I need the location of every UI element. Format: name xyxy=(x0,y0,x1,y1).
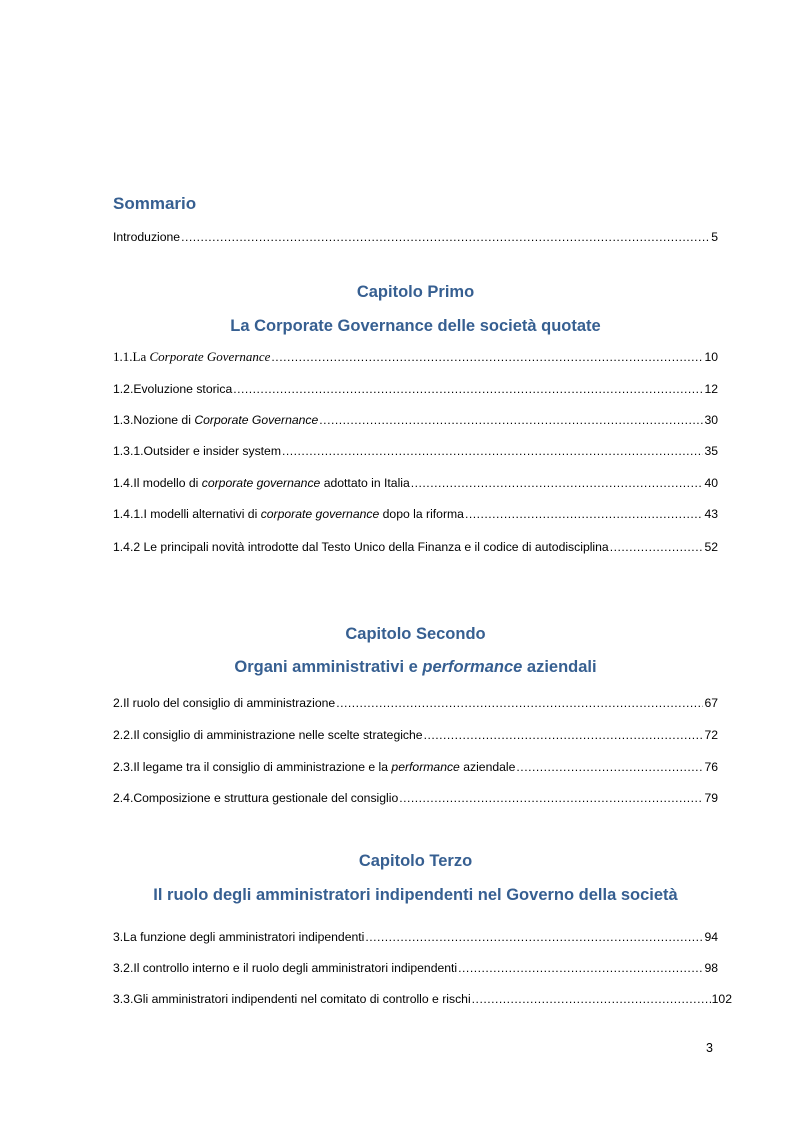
toc-leader xyxy=(516,758,703,776)
toc-page-number: 40 xyxy=(704,476,718,490)
toc-page-number: 43 xyxy=(704,507,718,521)
chapter1-label: Capitolo Primo xyxy=(356,283,475,301)
toc-page-number: 10 xyxy=(704,350,718,364)
toc-label-em: corporate governance xyxy=(260,507,380,521)
toc-entry-2-4[interactable] xyxy=(113,789,718,807)
toc-leader xyxy=(336,694,703,712)
toc-label: 2.4.Composizione e struttura gestionale del consiglio xyxy=(113,791,399,805)
toc-label-after: adottato in Italia xyxy=(320,476,410,490)
toc-page-number: 94 xyxy=(704,930,718,944)
toc-page-number: 76 xyxy=(704,760,718,774)
toc-page-number: 30 xyxy=(704,413,718,427)
toc-page-number: 12 xyxy=(704,382,718,396)
toc-entry-1-2[interactable] xyxy=(113,380,718,398)
toc-label xyxy=(113,505,464,523)
toc-leader xyxy=(458,959,703,977)
toc-leader xyxy=(472,990,711,1008)
toc-leader xyxy=(610,538,704,556)
chapter2-label: Capitolo Secondo xyxy=(345,625,486,643)
chapter2-title-em: performance xyxy=(422,658,523,676)
toc-label-em: corporate governance xyxy=(201,476,321,490)
toc-entry-3-1[interactable] xyxy=(113,928,718,946)
toc-entry-3-2[interactable] xyxy=(113,959,718,977)
toc-leader xyxy=(411,474,704,492)
toc-label-number: 1.3.Nozione di xyxy=(113,413,195,427)
toc-label xyxy=(113,411,318,429)
chapter2-title-pre: Organi amministrativi e xyxy=(234,658,423,676)
toc-label: 2.2.Il consiglio di amministrazione nelle scelte strategiche xyxy=(113,728,423,742)
toc-entry-1-1[interactable] xyxy=(113,348,718,366)
toc-leader xyxy=(399,789,703,807)
toc-page-number: 35 xyxy=(704,444,718,458)
chapter3-title: Il ruolo degli amministratori indipendenti nel Governo della società xyxy=(153,886,678,904)
summary-title: Sommario xyxy=(113,194,197,213)
toc-label-em: Corporate Governance xyxy=(194,413,319,427)
toc-leader xyxy=(233,380,703,398)
toc-label-number: 2.3.Il legame tra il consiglio di amministrazione e la xyxy=(113,760,392,774)
toc-leader xyxy=(282,442,703,460)
toc-label: 1.2.Evoluzione storica xyxy=(113,382,233,396)
toc-entry-1-4[interactable] xyxy=(113,474,718,492)
toc-leader xyxy=(365,928,703,946)
toc-entry-1-4-2[interactable] xyxy=(113,538,718,556)
toc-label: Introduzione xyxy=(113,230,181,244)
toc-label-em: Corporate Governance xyxy=(149,349,271,364)
toc-label-number: 1.1.La xyxy=(113,349,150,364)
toc-entry-1-3-1[interactable] xyxy=(113,442,718,460)
toc-label: 3.3.Gli amministratori indipendenti nel comitato di controllo e rischi xyxy=(113,992,471,1006)
toc-label xyxy=(113,348,270,366)
toc-label-number: 1.4.Il modello di xyxy=(113,476,202,490)
chapter1-title: La Corporate Governance delle società quotate xyxy=(230,317,601,335)
toc-label: 3.La funzione degli amministratori indipendenti xyxy=(113,930,365,944)
toc-page-number: 72 xyxy=(704,728,718,742)
toc-label xyxy=(113,758,515,776)
toc-page-number: 52 xyxy=(704,540,718,554)
toc-label-after: aziendale xyxy=(459,760,516,774)
toc-entry-2-1[interactable] xyxy=(113,694,718,712)
toc-entry-1-3[interactable] xyxy=(113,411,718,429)
toc-label: 1.3.1.Outsider e insider system xyxy=(113,444,281,458)
toc-label-after: dopo la riforma xyxy=(379,507,464,521)
toc-label-em: performance xyxy=(391,760,460,774)
toc-leader xyxy=(424,726,704,744)
toc-label: 3.2.Il controllo interno e il ruolo degli amministratori indipendenti xyxy=(113,961,458,975)
page-number: 3 xyxy=(706,1041,713,1055)
toc-entry-2-3[interactable] xyxy=(113,758,718,776)
toc-label: 2.Il ruolo del consiglio di amministrazione xyxy=(113,696,336,710)
toc-label-number: 1.4.1.I modelli alternativi di xyxy=(113,507,261,521)
toc-label xyxy=(113,474,410,492)
toc-page-number: 67 xyxy=(704,696,718,710)
chapter3-label: Capitolo Terzo xyxy=(358,852,473,870)
toc-page-number: 79 xyxy=(704,791,718,805)
toc-leader xyxy=(271,348,703,366)
toc-leader xyxy=(181,228,710,246)
toc-page-number: 98 xyxy=(704,961,718,975)
toc-entry-1-4-1[interactable] xyxy=(113,505,718,523)
chapter2-title xyxy=(113,658,718,677)
toc-page-number: 102 xyxy=(711,992,732,1006)
chapter2-title-post: aziendali xyxy=(522,658,597,676)
toc-label: 1.4.2 Le principali novità introdotte dal Testo Unico della Finanza e il codice di autodisciplina xyxy=(113,540,609,554)
toc-leader xyxy=(465,505,703,523)
toc-entry-introduzione[interactable] xyxy=(113,228,718,246)
toc-entry-2-2[interactable] xyxy=(113,726,718,744)
toc-leader xyxy=(319,411,703,429)
toc-entry-3-3[interactable] xyxy=(113,990,732,1008)
toc-page-number: 5 xyxy=(711,230,718,244)
